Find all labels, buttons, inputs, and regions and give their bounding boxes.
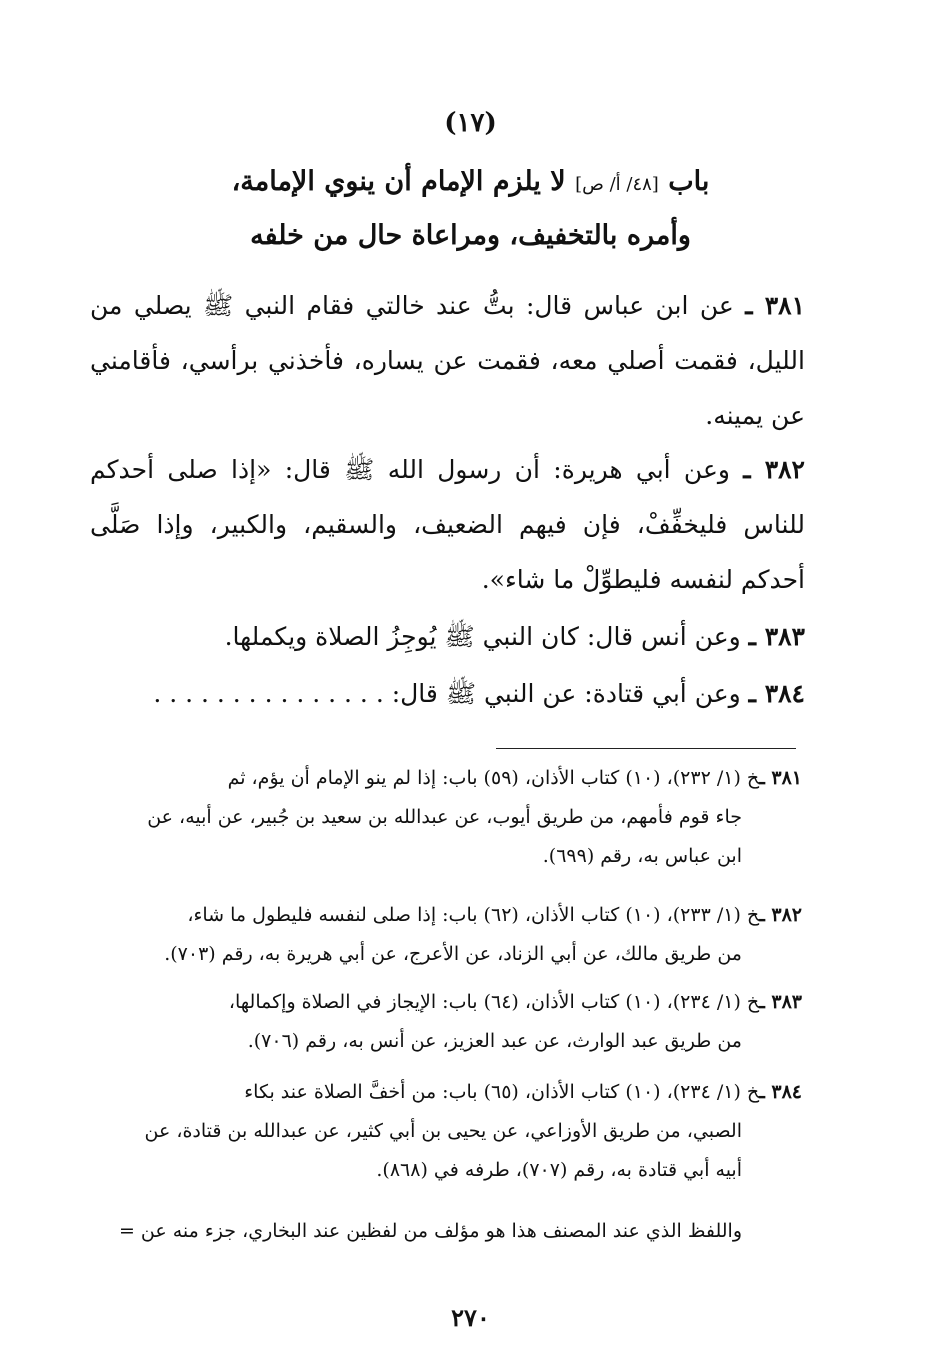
hadith-text: وعن أبي هريرة: أن رسول الله ﷺ قال: «إذا صلى أحدكم للناس فليخفِّفْ، فإن فيهم الضعيف، والسقيم، والكبير، وإذا صَلَّى أحدكم لنفسه فليطوِّلْ ما شاء». [90,455,805,594]
footnote-line: من طريق مالك، عن أبي الزناد، عن الأعرج، عن أبي هريرة به، رقم (٧٠٣). [164,943,742,965]
footnote-text: خ (١/ ٢٣٤)، (١٠) كتاب الأذان، (٦٥) باب: من أخفَّ الصلاة عند بكاء [244,1081,760,1103]
hadith-383 [225,609,805,664]
footnote-note [95,1212,802,1251]
footnote-384 [95,1073,802,1190]
hadith-number: ٣٨٢ ـ [743,455,805,484]
page-number: ٢٧٠ [451,1303,490,1332]
hadith-text: عن ابن عباس قال: بتُّ عند خالتي فقام النبي ﷺ يصلي من الليل، فقمت أصلي معه، فقمت عن يساره، فأخذني برأسي، فأقامني عن يمينه. [90,291,805,430]
hadith-381 [90,278,805,443]
footnote-number: ٣٨٣ ـ [759,991,802,1013]
footnote-text: خ (١/ ٢٣٢)، (١٠) كتاب الأذان، (٥٩) باب: إذا لم ينو الإمام أن يؤم، ثم [227,767,760,789]
hadith-text: وعن أبي قتادة: عن النبي ﷺ قال: . . . . . . . . . . . . . . . [153,679,741,708]
footnote-382 [95,896,802,974]
footnote-text: خ (١/ ٢٣٤)، (١٠) كتاب الأذان، (٦٤) باب: الإيجاز في الصلاة وإكمالها، [228,991,760,1013]
chapter-number: (١٧) [444,108,497,138]
chapter-title-line2: وأمره بالتخفيف، ومراعاة حال من خلفه [250,220,691,251]
hadith-number: ٣٨١ ـ [745,291,806,320]
chapter-title-line1 [120,162,821,205]
hadith-384 [153,666,805,721]
footnote-number: ٣٨٤ ـ [759,1081,802,1103]
footnote-separator [496,748,796,749]
footnote-line [95,1073,802,1112]
hadith-382 [90,442,805,607]
footnote-line [95,759,802,798]
footnote-number: ٣٨٢ ـ [759,904,802,926]
footnote-line [95,983,802,1022]
hadith-number: ٣٨٣ ـ [748,622,805,651]
hadith-text: وعن أنس قال: كان النبي ﷺ يُوجِزُ الصلاة ويكملها. [224,622,741,651]
chapter-title-prefix: باب [668,166,710,197]
footnote-text: خ (١/ ٢٣٣)، (١٠) كتاب الأذان، (٦٢) باب: إذا صلى لنفسه فليطول ما شاء، [187,904,760,926]
hadith-number: ٣٨٤ ـ [748,679,805,708]
footnote-383 [95,983,802,1061]
footnote-line [95,896,802,935]
footnote-381 [95,759,802,876]
footnote-line: ابن عباس به، رقم (٦٩٩). [542,845,742,867]
footnote-line: جاء قوم فأمهم، من طريق أيوب، عن عبدالله بن سعيد بن جُبير، عن أبيه، عن [147,806,742,828]
footnote-line: واللفظ الذي عند المصنف هذا هو مؤلف من لفظين عند البخاري، جزء منه عن = [118,1220,742,1242]
footnote-number: ٣٨١ ـ [759,767,802,789]
footnote-line: الصبي، من طريق الأوزاعي، عن يحيى بن أبي كثير، عن عبدالله بن قتادة، عن [144,1120,742,1142]
manuscript-reference: [٤٨/ أ/ ص] [575,174,659,195]
footnote-line: من طريق عبد الوارث، عن عبد العزيز، عن أنس به، رقم (٧٠٦). [247,1030,742,1052]
footnote-line: أبيه أبي قتادة به، رقم (٧٠٧)، طرفه في (٨٦٨). [376,1159,742,1181]
chapter-title-text: لا يلزم الإمام أن ينوي الإمامة، [231,166,566,197]
